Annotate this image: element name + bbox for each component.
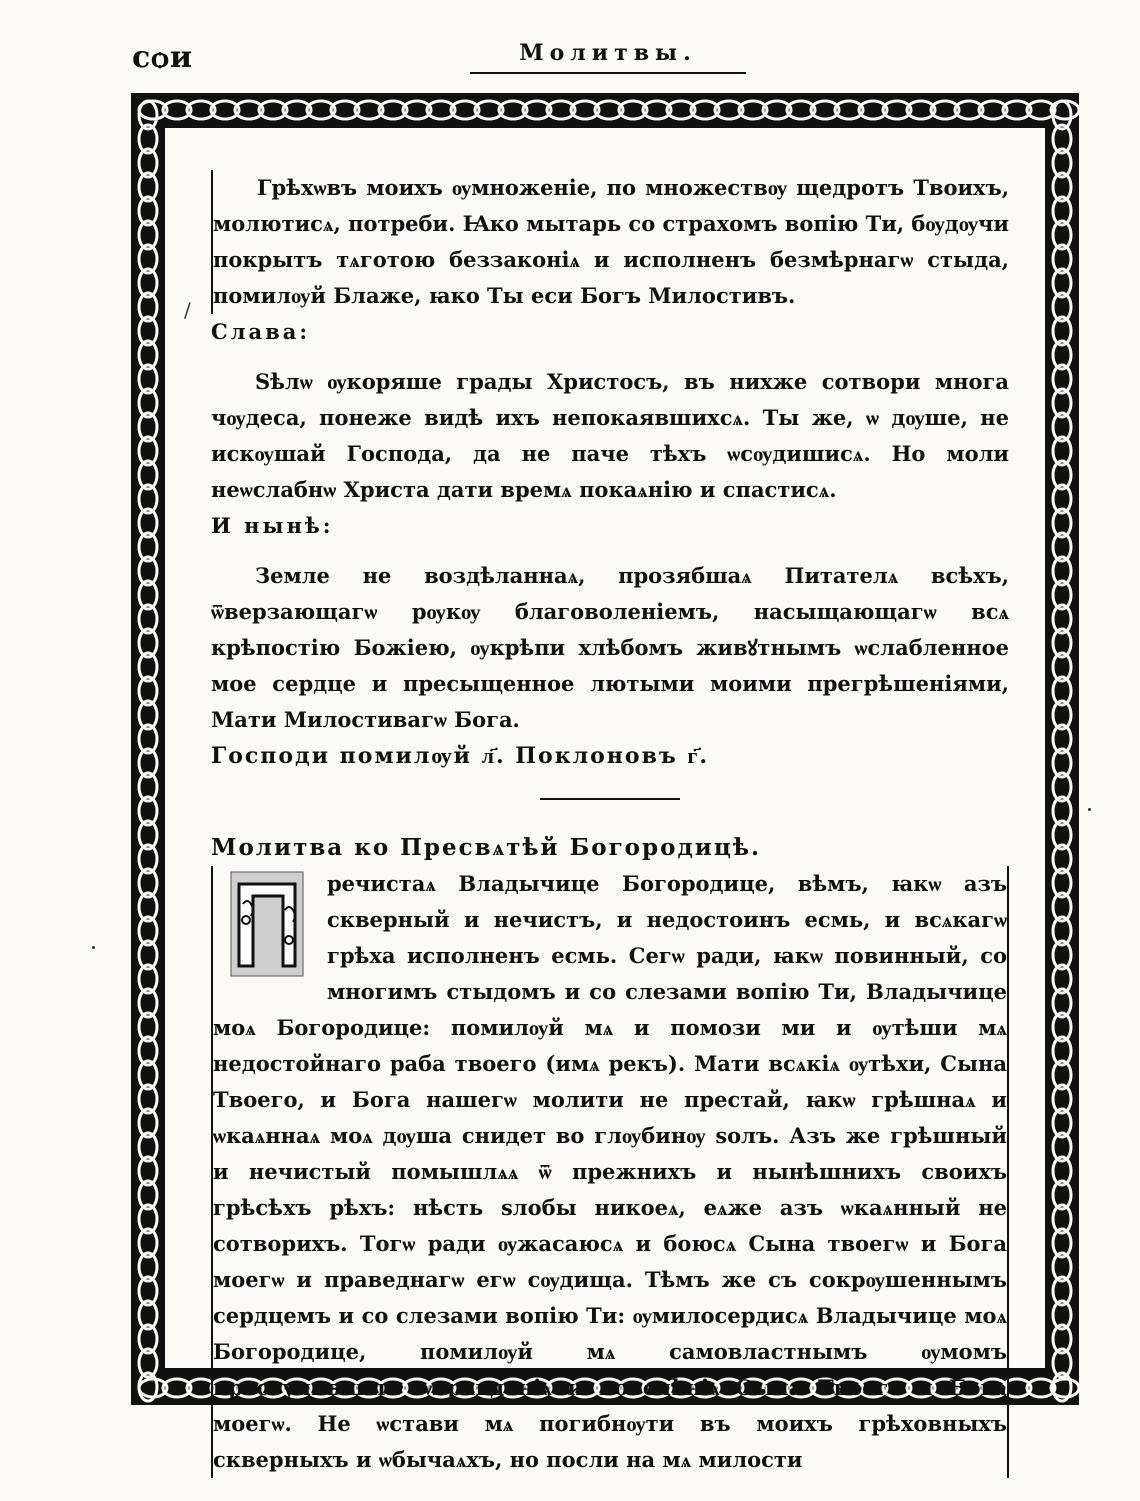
troparion-paragraph: Грѣхѡвъ моихъ ѹмноженіе, по множествѹ щедротъ Твоихъ, молютисѧ, потреби. Ꙗко мытарь со страхомъ вопію Ти, бѹдѹчи покрытъ тѧготою беззаконіѧ и исполненъ безмѣрнагѡ стыда, помилѹй Блаже, ꙗко Ты еси Богъ Милостивъ.	[211, 170, 1009, 314]
margin-mark: /	[184, 298, 191, 322]
prayer-title: Молитва ко Пресвѧтѣй Богородицѣ.	[211, 834, 761, 861]
margin-dot	[92, 946, 95, 949]
closing-rubric: Господи помилѹй л҃. Поклоновъ г҃.	[211, 743, 710, 769]
prayer-paragraph: речистаѧ Владычице Богородице, вѣмъ, ꙗкѡ азъ скверный и нечистъ, и недостоинъ есмь, и всѧкагѡ грѣха исполненъ есмь. Сегѡ ради, ꙗкѡ повинный, со многимъ стыдомъ и со слезами вопію Ти, Владычице моѧ Богородице: помилѹй мѧ и помози ми и ѹтѣши мѧ недостойнаго раба твоего (имѧ рекъ). Мати всѧкіѧ ѹтѣхи, Сына Твоего, и Бога нашегѡ молити не престай, ꙗкѡ грѣшнаѧ и ѡкаѧннаѧ моѧ дѹша снидет во глѹбинѹ ѕолъ. Азъ же грѣшный и нечистый помышлѧѧ ѿ прежнихъ и нынѣшнихъ своихъ грѣсѣхъ рѣхъ: нѣсть ѕлобы никоеѧ, еѧже азъ ѡкаѧнный не сотворихъ. Тогѡ ради ѹжасаюсѧ и боюсѧ Сына твоегѡ и Бога моегѡ и праведнагѡ егѡ сѹдища. Тѣмъ же съ сокрѹшеннымъ сердцемъ и со слезами вопію Ти: ѹмилосердисѧ Владычице моѧ Богородице, помилѹй мѧ самовластнымъ ѹмомъ преступившагѡ ѡправданіѧ и повелѣніѧ Сына Твоегѡ и Бога моегѡ. Не ѡстави мѧ погибнѹти въ моихъ грѣховныхъ скверныхъ и ѡбычаѧхъ, но посли на мѧ милости	[213, 871, 1007, 1472]
running-title: Молитвы.	[470, 40, 746, 74]
ornate-initial-letter	[229, 870, 305, 978]
prayer-body	[211, 866, 1009, 1478]
rubric-now: И нынѣ:	[211, 513, 334, 538]
glory-paragraph: Ѕѣлѡ ѹкоряше грады Христосъ, въ нихже сотвори многа чѹдеса, понеже видѣ ихъ непокаявшихсѧ. Ты же, ѡ дѹше, не искѹшай Господа, да не паче тѣхъ ѡсѹдишисѧ. Но моли неѡслабнѡ Христа дати времѧ покаѧнію и спастисѧ.	[211, 369, 1009, 502]
section-divider	[540, 798, 680, 800]
page-number: сѻи	[132, 40, 194, 75]
ornate-initial-icon	[229, 870, 305, 978]
theotokion-paragraph: Земле не воздѣланнаѧ, прозябшаѧ Питателѧ всѣхъ, ѿверзающагѡ рѹкѹ благоволеніемъ, насыщающагѡ всѧ крѣпостію Божіею, ѹкрѣпи хлѣбомъ живꙋтнымъ ѡслабленное мое сердце и пресыщенное лютыми моими прегрѣшеніями, Мати Милостивагѡ Бога.	[211, 563, 1009, 732]
page-content	[211, 170, 1009, 1478]
rubric-glory: Слава:	[211, 319, 311, 344]
margin-dot	[1088, 808, 1091, 811]
